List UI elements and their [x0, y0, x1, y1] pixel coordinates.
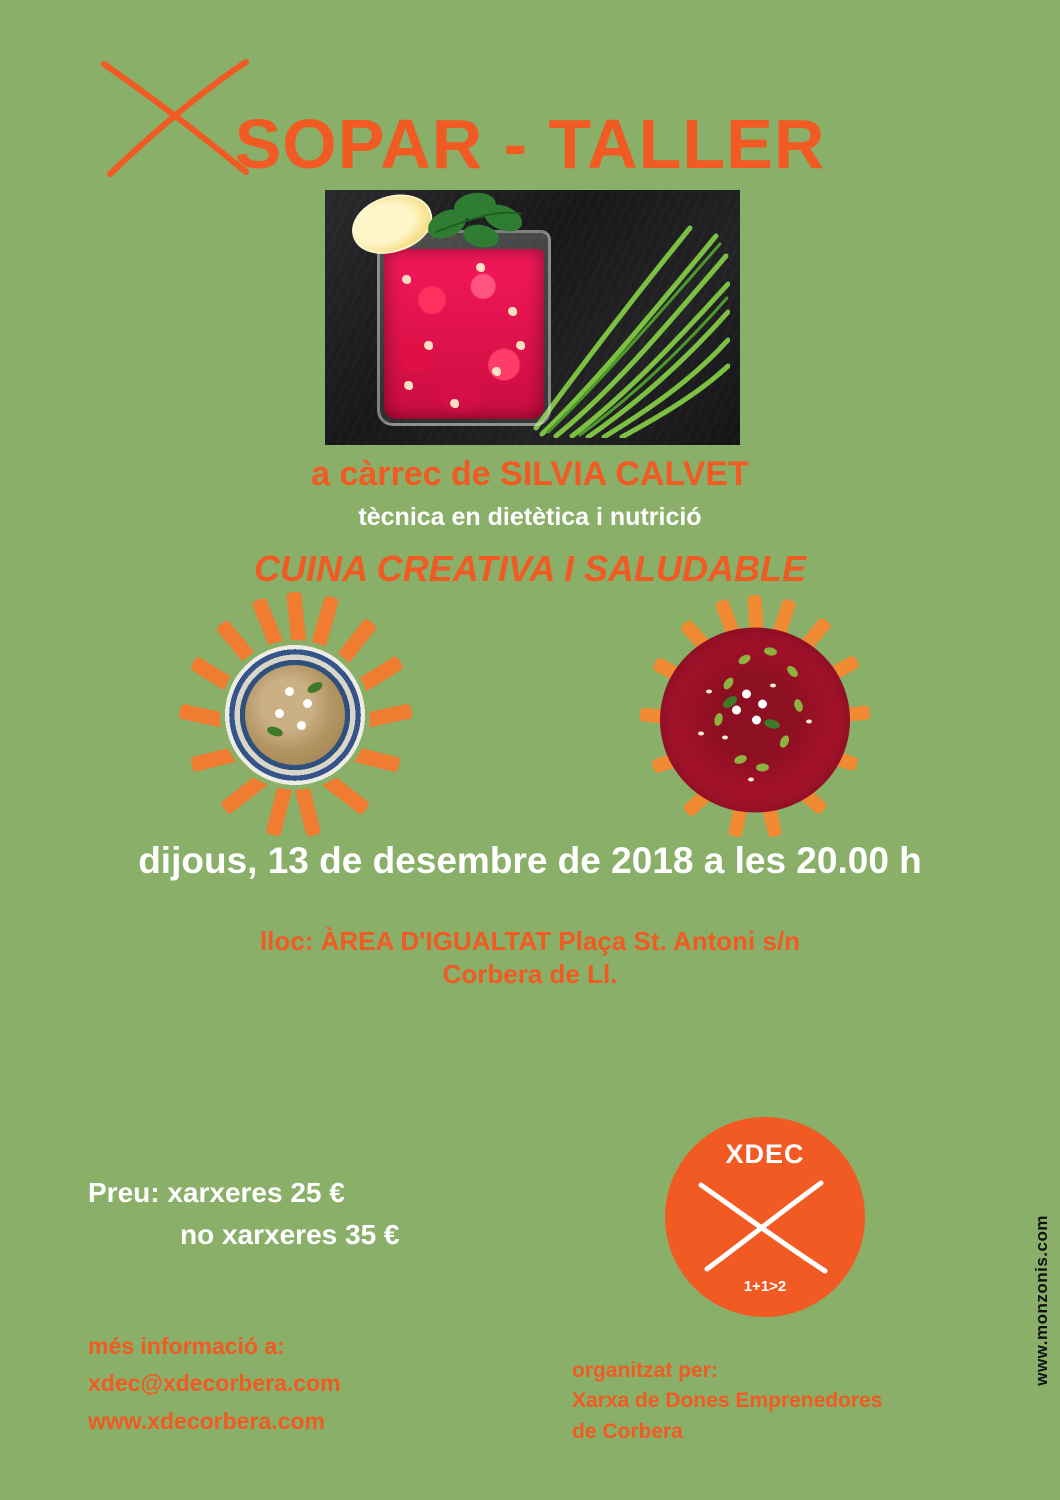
- poster-tagline: CUINA CREATIVA I SALUDABLE: [254, 548, 806, 589]
- price-block: [88, 1172, 400, 1256]
- hummus-filling: [245, 665, 345, 765]
- beetroot-hummus: [660, 628, 850, 813]
- event-date: dijous, 13 de desembre de 2018 a les 20.00 h: [138, 840, 922, 881]
- price-line-1: Preu: xarxeres 25 €: [88, 1177, 345, 1208]
- location-line-1: lloc: ÀREA D'IGUALTAT Plaça St. Antoni s/n: [259, 926, 801, 956]
- presenter-subtitle: tècnica en dietètica i nutrició: [358, 503, 702, 531]
- logo-x-icon: [693, 1179, 837, 1275]
- dish-left-photo: [165, 590, 425, 840]
- designer-credit[interactable]: www.monzonis.com: [1032, 1215, 1051, 1386]
- organiser-line-2: de Corbera: [572, 1419, 683, 1443]
- presenter-name: a càrrec de SILVIA CALVET: [311, 455, 749, 493]
- organiser-line-1: Xarxa de Dones Emprenedores: [572, 1389, 883, 1413]
- main-food-photo: [325, 190, 740, 445]
- event-location: [0, 925, 1060, 992]
- logo-title: XDEC: [725, 1139, 805, 1169]
- dish-right-photo: [625, 595, 885, 845]
- organiser-block: [572, 1356, 882, 1447]
- contact-heading: més informació a:: [88, 1333, 285, 1359]
- contact-block: [88, 1328, 341, 1440]
- glass-jar: [377, 230, 551, 426]
- page-title: SOPAR - TALLER: [234, 105, 826, 183]
- xdec-logo[interactable]: [665, 1117, 865, 1317]
- contact-website[interactable]: www.xdecorbera.com: [88, 1407, 325, 1434]
- organiser-heading: organitzat per:: [572, 1359, 718, 1382]
- price-line-2: no xarxeres 35 €: [180, 1219, 400, 1250]
- logo-tagline: 1+1>2: [743, 1278, 787, 1295]
- chives-illustration: [530, 208, 730, 438]
- beetroot-couscous: [384, 249, 544, 419]
- mint-sprig-icon: [417, 190, 537, 254]
- location-line-2: Corbera de Ll.: [442, 959, 618, 990]
- contact-email[interactable]: xdec@xdecorbera.com: [88, 1370, 341, 1397]
